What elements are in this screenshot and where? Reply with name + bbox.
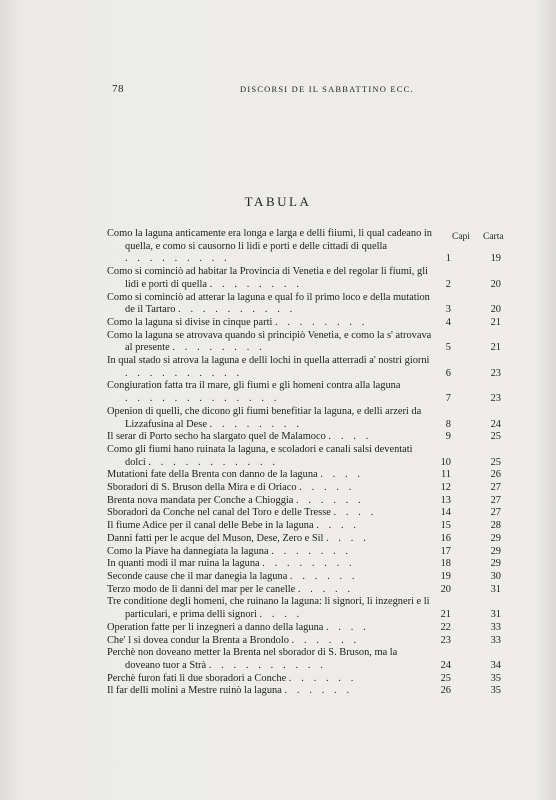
- entry-title-text: Il far delli molini a Mestre ruinò la laguna: [107, 685, 282, 697]
- capi-number: 3: [445, 304, 451, 316]
- capi-column-header: Capi: [452, 232, 470, 242]
- capi-number: 18: [440, 558, 451, 570]
- dot-leader: . . . . . . . .: [172, 342, 266, 354]
- dot-leader: . . . . . . . . . .: [208, 659, 327, 671]
- entry-title-text: Tre conditione degli homeni, che ruinano la laguna: li signori, li inzegneri e li particulari, e prima delli signori: [107, 596, 430, 621]
- carta-number: 28: [490, 520, 501, 532]
- carta-number: 21: [490, 342, 501, 354]
- entry-title-text: Terzo modo de li danni del mar per le canelle: [107, 583, 296, 595]
- entry-title: [107, 317, 433, 330]
- carta-number: 29: [490, 532, 501, 544]
- entry-title-text: Il serar di Porto secho ha slargato quel de Malamoco: [107, 431, 326, 443]
- capi-number: 22: [440, 621, 451, 633]
- toc-entry: [107, 495, 505, 508]
- entry-title-text: Sboradori da Conche nel canal del Toro e delle Tresse: [107, 507, 331, 519]
- capi-number: 20: [440, 583, 451, 595]
- entry-title: [107, 330, 433, 355]
- dot-leader: . . . . . . .: [271, 545, 352, 557]
- toc-entry: [107, 635, 505, 648]
- dot-leader: . . . .: [326, 532, 370, 544]
- carta-number: 27: [490, 507, 501, 519]
- carta-number: 20: [490, 278, 501, 290]
- capi-number: 6: [445, 367, 451, 379]
- entry-title: [107, 647, 433, 672]
- entry-title: [107, 622, 433, 635]
- entry-title: [107, 355, 433, 380]
- running-head: [0, 83, 556, 97]
- entry-title: [107, 685, 433, 698]
- dot-leader: . . . . . . . . . . .: [148, 456, 279, 468]
- carta-number: 25: [490, 431, 501, 443]
- dot-leader: . . . .: [333, 507, 377, 519]
- toc-entry: [107, 330, 505, 355]
- dot-leader: . . . . .: [299, 482, 355, 494]
- toc-entry: [107, 355, 505, 380]
- carta-number: 24: [490, 418, 501, 430]
- carta-number: 23: [490, 393, 501, 405]
- carta-number: 33: [490, 634, 501, 646]
- entry-title: [107, 495, 433, 508]
- carta-number: 21: [490, 316, 501, 328]
- toc-entry: [107, 546, 505, 559]
- toc-entry: [107, 622, 505, 635]
- toc-entry: [107, 444, 505, 469]
- entry-title-text: Che' l si dovea condur la Brenta a Brondolo: [107, 634, 289, 646]
- carta-number: 27: [490, 494, 501, 506]
- entry-title: [107, 444, 433, 469]
- capi-number: 4: [445, 316, 451, 328]
- dot-leader: . . . .: [320, 469, 364, 481]
- dot-leader: . . . . . . . . . .: [125, 367, 243, 379]
- entry-title-text: Operation fatte per li inzegneri a danno della laguna: [107, 621, 324, 633]
- entry-title-text: Openion di quelli, che dicono gli fiumi benefitiar la laguna, e delli arzeri da Lizzafusina al Dese: [107, 405, 422, 430]
- entry-title: [107, 571, 433, 584]
- carta-number: 35: [490, 685, 501, 697]
- carta-number: 20: [490, 304, 501, 316]
- toc-entry: [107, 685, 505, 698]
- toc-entry: [107, 292, 505, 317]
- capi-number: 24: [440, 659, 451, 671]
- carta-number: 33: [490, 621, 501, 633]
- entry-title: [107, 673, 433, 686]
- capi-number: 9: [445, 431, 451, 443]
- entry-title: [107, 546, 433, 559]
- toc-entry: [107, 431, 505, 444]
- entry-title-text: Como gli fiumi hano ruinata la laguna, e scoladori e canali salsi deventati dolci: [107, 443, 413, 468]
- entry-title-text: Sboradori di S. Bruson della Mira e di Oriaco: [107, 482, 297, 494]
- entry-title: [107, 380, 433, 405]
- toc-entry: [107, 469, 505, 482]
- entry-title-text: Perchè furon fati li due sboradori a Conche: [107, 672, 287, 684]
- carta-number: 27: [490, 482, 501, 494]
- entry-title-text: Mutationi fate della Brenta con danno de la laguna: [107, 469, 318, 481]
- entry-title: [107, 292, 433, 317]
- dot-leader: . . . .: [259, 609, 303, 621]
- entry-title: [107, 533, 433, 546]
- entry-title-text: Il fiume Adice per il canal delle Bebe in la laguna: [107, 520, 314, 532]
- toc-entry: [107, 520, 505, 533]
- entry-title-text: Como la Piave ha dannegiata la laguna: [107, 545, 269, 557]
- dot-leader: . . . . .: [297, 583, 354, 595]
- entry-title-text: In quanti modi il mar ruina la laguna: [107, 558, 260, 570]
- entry-title: [107, 482, 433, 495]
- toc-entry: [107, 406, 505, 431]
- entry-title-text: Como la laguna anticamente era longa e larga e delli fiiumi, li qual cadeano in quella, e como si causorno li lidi e porti e delle cittadi di quella: [107, 228, 432, 252]
- dot-leader: . . . . . .: [288, 672, 357, 684]
- toc-entry: [107, 571, 505, 584]
- carta-number: 31: [490, 609, 501, 621]
- entry-title: [107, 266, 433, 291]
- dot-leader: . . . . . . . . .: [125, 253, 231, 265]
- capi-number: 23: [440, 634, 451, 646]
- carta-number: 30: [490, 570, 501, 582]
- capi-number: 1: [445, 253, 451, 265]
- entry-title: [107, 558, 433, 571]
- carta-number: 19: [490, 253, 501, 265]
- capi-number: 26: [440, 685, 451, 697]
- capi-number: 15: [440, 520, 451, 532]
- carta-number: 31: [490, 583, 501, 595]
- entry-title: [107, 635, 433, 648]
- entry-title-text: Como si cominciò ad atterar la laguna e qual fo il primo loco e della mutation de il Tartaro: [107, 291, 430, 316]
- capi-number: 17: [440, 545, 451, 557]
- toc-entry: [107, 507, 505, 520]
- entry-title-text: Congiuration fatta tra il mare, gli fiumi e gli homeni contra alla laguna: [107, 380, 401, 392]
- carta-number: 35: [490, 672, 501, 684]
- entry-title-text: Como si cominciò ad habitar la Provincia di Venetia e del regolar li fiumi, gli lidi e porti di quella: [107, 266, 428, 290]
- dot-leader: . . . . . . . .: [209, 278, 303, 290]
- carta-number: 29: [490, 558, 501, 570]
- capi-number: 19: [440, 570, 451, 582]
- toc-entry: [107, 584, 505, 597]
- carta-number: 25: [490, 456, 501, 468]
- entry-title-text: Seconde cause che il mar danegia la laguna: [107, 570, 288, 582]
- toc-entry: [107, 380, 505, 405]
- dot-leader: . . . . . . . . . .: [178, 304, 296, 316]
- capi-number: 21: [440, 609, 451, 621]
- entry-title: [107, 228, 433, 266]
- entry-title-text: In qual stado si atrova la laguna e delli lochi in quella atterradi a' nostri giorni: [107, 355, 430, 367]
- dot-leader: . . . . . . . .: [262, 558, 356, 570]
- capi-number: 13: [440, 494, 451, 506]
- tabula-heading: TABULA: [244, 194, 312, 209]
- entry-title: [107, 596, 433, 621]
- dot-leader: . . . .: [326, 621, 370, 633]
- toc-entry: [107, 317, 505, 330]
- carta-number: 23: [490, 367, 501, 379]
- dot-leader: . . . .: [328, 431, 372, 443]
- capi-number: 7: [445, 393, 451, 405]
- capi-number: 16: [440, 532, 451, 544]
- capi-number: 2: [445, 278, 451, 290]
- entry-title: [107, 507, 433, 520]
- dot-leader: . . . . . .: [284, 685, 353, 697]
- capi-number: 14: [440, 507, 451, 519]
- table-of-contents: [107, 228, 505, 698]
- toc-entry: [107, 647, 505, 672]
- dot-leader: . . . . . .: [289, 570, 359, 582]
- dot-leader: . . . .: [316, 520, 360, 532]
- dot-leader: . . . . . .: [296, 494, 365, 506]
- page-number: 78: [112, 83, 124, 95]
- toc-entry: [107, 533, 505, 546]
- entry-title: [107, 431, 433, 444]
- entry-title: [107, 520, 433, 533]
- capi-number: 11: [440, 469, 451, 481]
- entry-title-text: Como la laguna si divise in cinque parti: [107, 316, 273, 328]
- capi-number: 10: [440, 456, 451, 468]
- carta-number: 34: [490, 659, 501, 671]
- entry-title-text: Brenta nova mandata per Conche a Chioggia: [107, 494, 294, 506]
- carta-number: 29: [490, 545, 501, 557]
- carta-number: 26: [490, 469, 501, 481]
- dot-leader: . . . . . . . .: [209, 418, 303, 430]
- dot-leader: . . . . . .: [291, 634, 360, 646]
- capi-number: 8: [445, 418, 451, 430]
- capi-number: 12: [440, 482, 451, 494]
- entry-title: [107, 406, 433, 431]
- toc-entry: [107, 482, 505, 495]
- entry-title: [107, 469, 433, 482]
- entry-title-text: Como la laguna se atrovava quando si principiò Venetia, e como la s' atrovava al presente: [107, 329, 432, 354]
- toc-entry: [107, 673, 505, 686]
- entry-title: [107, 584, 433, 597]
- toc-entry: [107, 266, 505, 291]
- capi-number: 25: [440, 672, 451, 684]
- capi-number: 5: [445, 342, 451, 354]
- toc-entry: [107, 558, 505, 571]
- entry-title-text: Perchè non doveano metter la Brenta nel sborador di S. Bruson, ma la doveano tuor a Strà: [107, 647, 398, 671]
- dot-leader: . . . . . . . . . . . . .: [125, 393, 280, 405]
- dot-leader: . . . . . . . .: [274, 316, 368, 328]
- toc-entry: [107, 596, 505, 621]
- toc-entry: [107, 228, 505, 266]
- running-title: DISCORSI DE IL SABBATTINO ECC.: [240, 84, 414, 94]
- entry-title-text: Danni fatti per le acque del Muson, Dese, Zero e Sil: [107, 532, 324, 544]
- carta-column-header: Carta: [483, 232, 504, 242]
